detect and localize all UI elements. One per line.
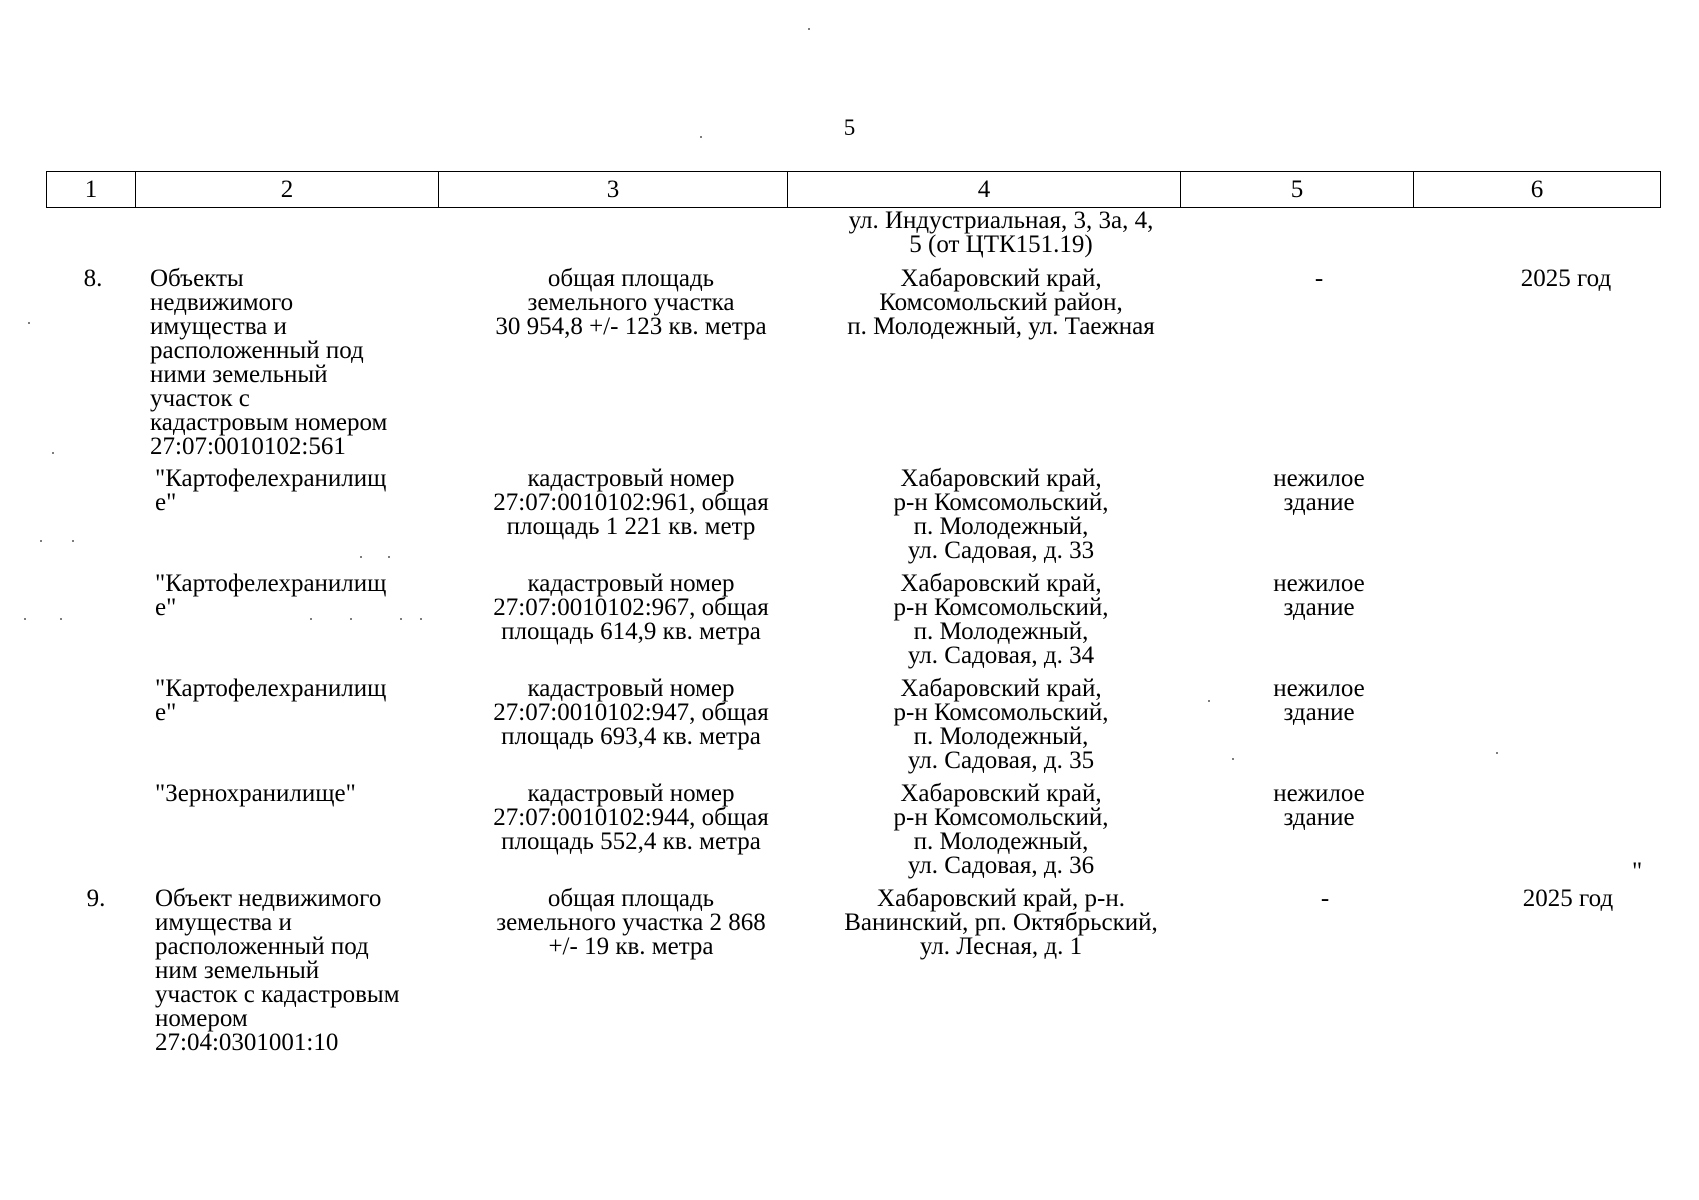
table-body: [46, 209, 1691, 1063]
table-row-continuation: [46, 209, 1691, 267]
item-name: Объект недвижимого имущества и расположенный под ним земельный участок с кадастровым номером 27:04:0301001:10: [155, 885, 400, 1056]
subobject-name: "Картофелехранилищ е": [155, 570, 387, 621]
item-type: -: [1314, 265, 1324, 292]
header-col-5: 5: [1181, 172, 1414, 208]
table-row-item-8: [46, 267, 1691, 467]
item-type: -: [1320, 885, 1330, 912]
continuation-address: ул. Индустриальная, 3, 3а, 4, 5 (от ЦТК151.19): [848, 207, 1154, 258]
item-description: общая площадь земельного участка 2 868 +/- 19 кв. метра: [496, 885, 766, 960]
header-col-6: 6: [1414, 172, 1661, 208]
subobject-address: Хабаровский край, р-н Комсомольский, п. Молодежный, ул. Садовая, д. 36: [893, 780, 1109, 879]
subobject-type: нежилое здание: [1273, 675, 1365, 726]
table-header: [46, 171, 1661, 208]
page-number: 5: [843, 115, 856, 140]
item-number: 8.: [83, 265, 103, 292]
subobject-description: кадастровый номер 27:07:0010102:947, общая площадь 693,4 кв. метра: [493, 675, 769, 750]
item-description: общая площадь земельного участка 30 954,8 +/- 123 кв. метра: [495, 265, 767, 340]
item-year: 2025 год: [1522, 885, 1614, 912]
table-row-subobject-1: [46, 467, 1691, 572]
subobject-address: Хабаровский край, р-н Комсомольский, п. Молодежный, ул. Садовая, д. 35: [893, 675, 1109, 774]
subobject-type: нежилое здание: [1273, 465, 1365, 516]
subobject-address: Хабаровский край, р-н Комсомольский, п. Молодежный, ул. Садовая, д. 33: [893, 465, 1109, 564]
item-address: Хабаровский край, р-н. Ванинский, рп. Октябрьский, ул. Лесная, д. 1: [844, 885, 1158, 960]
table-row-item-9: [46, 887, 1691, 1063]
subobject-name: "Зернохранилище": [155, 780, 356, 807]
table-row-subobject-4: [46, 782, 1691, 887]
subobject-name: "Картофелехранилищ е": [155, 465, 387, 516]
subobject-description: кадастровый номер 27:07:0010102:967, общая площадь 614,9 кв. метра: [493, 570, 769, 645]
closing-quote: ": [1632, 858, 1643, 885]
subobject-name: "Картофелехранилищ е": [155, 675, 387, 726]
header-col-2: 2: [136, 172, 439, 208]
header-col-1: 1: [47, 172, 136, 208]
item-name: Объекты недвижимого имущества и расположенный под ними земельный участок с кадастровым номером 27:07:0010102:561: [150, 265, 388, 460]
item-address: Хабаровский край, Комсомольский район, п. Молодежный, ул. Таежная: [847, 265, 1155, 340]
subobject-description: кадастровый номер 27:07:0010102:961, общая площадь 1 221 кв. метр: [493, 465, 769, 540]
subobject-description: кадастровый номер 27:07:0010102:944, общая площадь 552,4 кв. метра: [493, 780, 769, 855]
subobject-address: Хабаровский край, р-н Комсомольский, п. Молодежный, ул. Садовая, д. 34: [893, 570, 1109, 669]
header-col-4: 4: [788, 172, 1181, 208]
header-row: [47, 172, 1661, 208]
subobject-type: нежилое здание: [1273, 780, 1365, 831]
table-row-subobject-2: [46, 572, 1691, 677]
item-number: 9.: [86, 885, 106, 912]
header-col-3: 3: [439, 172, 788, 208]
subobject-type: нежилое здание: [1273, 570, 1365, 621]
item-year: 2025 год: [1520, 265, 1612, 292]
table-row-subobject-3: [46, 677, 1691, 782]
